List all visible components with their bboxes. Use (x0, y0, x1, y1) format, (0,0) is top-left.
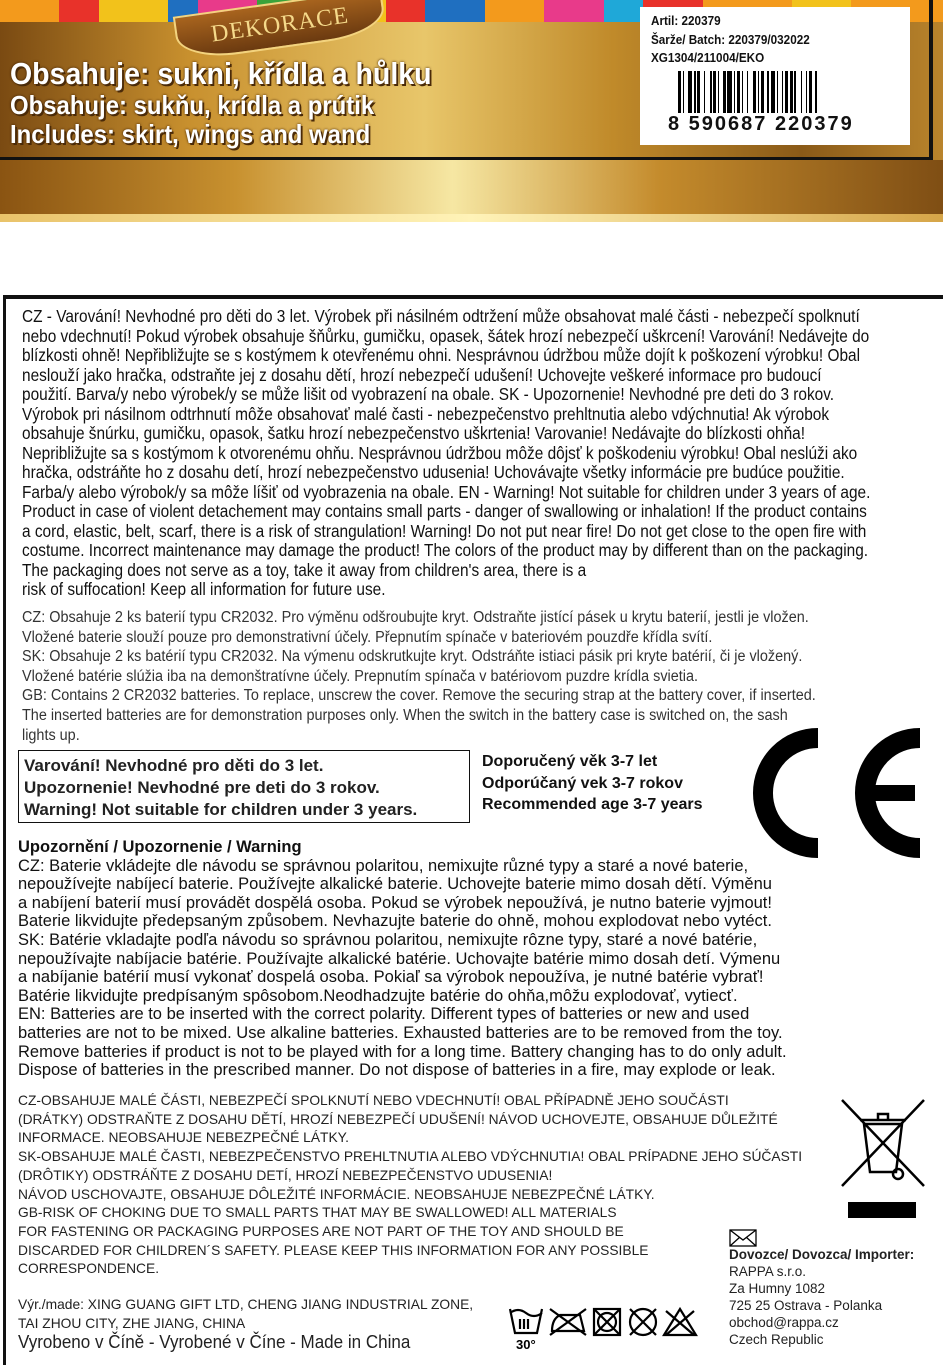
text-line: nepoužívajte nabíjacie batérie. Používajte alkalické batérie. Uchovajte batérie mimo dosah detí. Výmenu (18, 949, 781, 968)
text-line: The inserted batteries are for demonstration purposes only. When the switch in the battery case is switched on, the sash (22, 706, 788, 724)
weee-crossed-bin-icon (838, 1098, 928, 1188)
text-line: CZ: Obsahuje 2 ks baterií typu CR2032. Pro výměnu odšroubujte kryt. Odstraňte jistící pásek u krytu baterií, jestli je vložen. (22, 609, 809, 626)
text-line: a nabíjanie batérií musí vykonať dospelá osoba. Pokiaľ sa výrobok nepoužíva, je nutné batérie vybrať! (18, 968, 764, 987)
text-line: risk of suffocation! Keep all information for future use. (22, 579, 386, 599)
contents-sk: Obsahuje: sukňu, krídla a prútik (10, 90, 375, 120)
header-banner (0, 0, 943, 222)
text-line: CZ-OBSAHUJE MALÉ ČÁSTI, NEBEZPEČÍ SPOLKNUTÍ NEBO VDECHNUTÍ! OBAL PŘÍPADNĚ JEHO SOUČÁSTI (18, 1093, 729, 1108)
text-line: EN: Batteries are to be inserted with the correct polarity. Different types of batteries or new and used (18, 1005, 750, 1024)
contents-cz: Obsahuje: sukni, křídla a hůlku (10, 56, 432, 91)
barcode (678, 71, 818, 119)
manufacturer (18, 1295, 473, 1333)
recommended-age-cz: Doporučený věk 3-7 let (482, 753, 658, 770)
text-line: SK-OBSAHUJE MALÉ ČASTI, NEBEZPEČENSTVO PREHLTNUTIA ALEBO VDÝCHNUTIA! OBAL PRÍPADNE JEHO SÚČASTI (18, 1149, 803, 1165)
weee-bar (848, 1202, 916, 1218)
manufacturer-line: Výr./made: XING GUANG GIFT LTD, CHENG JIANG INDUSTRIAL ZONE, (18, 1297, 474, 1312)
no-ironing-icon (550, 1309, 586, 1335)
wash-30-icon (510, 1309, 542, 1333)
text-line: INFORMACE. NEOBSAHUJE NEBEZPEČNÉ LÁTKY. (18, 1130, 349, 1146)
product-label (640, 7, 910, 145)
product-code: XG1304/211004/EKO (651, 50, 765, 65)
importer-info (729, 1246, 914, 1348)
text-line: Nepribližujte sa s kostýmom k otvorenému ohňu. Nesprávnou údržbou môže dôjsť k poškodeniu výrobku! Obal neslúži ako (22, 442, 858, 463)
text-line: Vložené batérie slúžia iba na demonštratívne účely. Prepnutím spínača v batériovom puzdre krídla svietia. (22, 667, 698, 685)
importer-country: Czech Republic (729, 1332, 824, 1347)
text-line: NÁVOD USCHOVAJTE, OBSAHUJE DÔLEŽITÉ INFORMÁCIE. NEOBSAHUJE NEBEZPEČNÉ LÁTKY. (18, 1186, 655, 1202)
text-line: Product in case of violent detachement may contains small parts - danger of swallowing or inhalation! If the product contains (22, 501, 867, 521)
text-line: CZ: Baterie vkládejte dle návodu se správnou polaritou, nemixujte různé typy a staré a nové baterie, (18, 856, 749, 875)
age-warning-sk: Upozornenie! Nevhodné pre deti do 3 rokov. (24, 778, 380, 797)
text-line: batteries are not to be mixed. Use alkaline batteries. Exhausted batteries are to be removed from the toy. (18, 1023, 783, 1042)
article-number: Artil: 220379 (651, 13, 721, 28)
text-line: FOR FASTENING OR PACKAGING PURPOSES ARE NOT PART OF THE TOY AND SHOULD BE (18, 1223, 624, 1239)
barcode-bar (817, 71, 819, 119)
battery-warning (18, 838, 787, 1080)
text-line: DISCARDED FOR CHILDREN´S SAFETY. PLEASE KEEP THIS INFORMATION FOR ANY POSSIBLE (18, 1242, 649, 1258)
battery-warning-lines (18, 857, 787, 1080)
text-line: a nabíjení baterií musí provádět dospělá osoba. Pokud se výrobek nepoužívá, je nutno baterie vyjmout! (18, 893, 772, 912)
battery-warning-heading: Upozornění / Upozornenie / Warning (18, 838, 302, 856)
batch-number: Šarže/ Batch: 220379/032022 (651, 31, 810, 47)
text-line: Vložené baterie slouží pouze pro demonstrativní účely. Přepnutím spínače v bateriovém pouzdře křídla svítí. (22, 628, 713, 646)
divider (929, 0, 933, 161)
text-line: Batérie likvidujte predpísaným spôsobom.Neodhadzujte batérie do ohňa,môžu explodovať, vytiecť. (18, 986, 738, 1005)
text-line: lights up. (22, 726, 80, 744)
text-line: nepoužívejte nabíjecí baterie. Používejte alkalické baterie. Uchovejte baterie mimo dosah dětí. Výměnu (18, 875, 772, 894)
barcode-number: 8 590687 220379 (668, 113, 854, 135)
recommended-age-sk: Odporúčaný vek 3-7 rokov (482, 774, 683, 792)
text-line: GB: Contains 2 CR2032 batteries. To replace, unscrew the cover. Remove the securing strap at the battery cover, if inserted. (22, 687, 816, 705)
no-bleach-icon (664, 1309, 696, 1335)
text-line: SK: Batérie vkladajte podľa návodu so správnou polaritou, nemixujte rôzne typy, staré a nové batérie, (18, 930, 758, 949)
text-line: nebo vdechnutí! Pokud výrobek obsahuje šňůrku, gumičku, opasek, šátek hrozí nebezpečí uškrcení! Varování! Nedávejte do (22, 325, 870, 346)
wash-temperature: 30° (516, 1337, 536, 1352)
age-warning-cz: Varování! Nevhodné pro děti do 3 let. (24, 756, 324, 775)
care-symbols (506, 1303, 706, 1358)
recommended-age (482, 751, 703, 816)
gold-band (0, 160, 943, 222)
small-parts-warning (18, 1092, 802, 1279)
importer-title: Dovozce/ Dovozca/ Importer: (729, 1247, 915, 1262)
manufacturer-line: TAI ZHOU CITY, ZHE JIANG, CHINA (18, 1316, 246, 1331)
text-line: Farba/y alebo výrobok/y sa môže líšiť od vyobrazenia na obale. EN - Warning! Not suitable for children under 3 years of age. (22, 481, 871, 502)
text-line: Výrobok pri násilnom odtrhnutí môže obsahovať malé časti - nebezpečenstvo prehltnutia alebo vdýchnutia! Ak výrobok (22, 403, 830, 424)
contents-en: Includes: skirt, wings and wand (10, 119, 371, 149)
text-line: obsahuje šnúrku, gumičku, opasok, šatku hrozí nebezpečenstvo uškrtenia! Varovanie! Nedávajte do blízkosti ohňa! (22, 423, 806, 443)
text-line: Dispose of batteries in the prescribed manner. Do not dispose of batteries in a fire, may explode or leak. (18, 1061, 776, 1080)
text-line: použití. Barva/y nebo výrobek/y se může lišit od vyobrazení na obale. SK - Upozornenie! Nevhodné pre deti do 3 rokov. (22, 384, 835, 404)
text-line: Remove batteries if product is not to be played with for a long time. Battery changing has to do only adult. (18, 1042, 787, 1061)
text-line: (DRÔTIKY) ODSTRÁŇTE Z DOSAHU DETÍ, HROZÍ NEBEZPEČENSTVO UDUSENIA! (18, 1167, 553, 1183)
text-line: (DRÁTKY) ODSTRAŇTE Z DOSAHU DĚTÍ, HROZÍ NEBEZPEČÍ UDUŠENÍ! NÁVOD UCHOVEJTE, OBSAHUJE DŮLEŽITÉ (18, 1111, 778, 1127)
importer-name: RAPPA s.r.o. (729, 1264, 807, 1279)
text-line: The packaging does not serve as a toy, take it away from children's area, there is a (22, 559, 587, 580)
text-line: costume. Incorrect maintenance may damage the product! The colors of the product may by different than on the packaging. (22, 540, 869, 560)
brand-ribbon-text: DEKORACE (209, 1, 351, 48)
text-line: hračka, odstráňte ho z dosahu detí, hrozí nebezpečenstvo udusenia! Uchovávajte všetky informácie pre budúce použitie. (22, 462, 845, 482)
no-dry-clean-icon (630, 1309, 656, 1335)
importer-city: 725 25 Ostrava - Polanka (729, 1298, 883, 1313)
safety-warning-text (22, 307, 943, 600)
text-line: blízkosti ohně! Nepřibližujte se s kostýmem k otevřenému ohni. Nesprávnou údržbou může dojít k poškození výrobku! Obal (22, 345, 861, 365)
text-line: Baterie likvidujte předepsaným způsobem. Nevhazujte baterie do ohně, mohou explodovat nebo vytéct. (18, 912, 772, 931)
text-line: a cord, elastic, belt, scarf, there is a risk of strangulation! Warning! Do not put near fire! Do not get close to the open fire with (22, 520, 867, 541)
made-in: Vyrobeno v Číně - Vyrobené v Číne - Made in China (18, 1331, 411, 1352)
no-tumble-dry-icon (594, 1309, 620, 1335)
text-line: CORRESPONDENCE. (18, 1261, 160, 1277)
text-line: GB-RISK OF CHOKING DUE TO SMALL PARTS THAT MAY BE SWALLOWED! ALL MATERIALS (18, 1205, 617, 1221)
text-line: SK: Obsahuje 2 ks batérií typu CR2032. Na výmenu odskrutkujte kryt. Odstráňte istiaci pásik pri kryte batérií, či je vložený. (22, 648, 803, 666)
importer-email[interactable]: obchod@rappa.cz (729, 1315, 839, 1330)
contents-heading (10, 58, 468, 147)
recommended-age-en: Recommended age 3-7 years (482, 796, 703, 813)
envelope-icon (729, 1229, 757, 1247)
battery-info-text (22, 608, 876, 745)
text-line: neslouží jako hračka, odstraňte jej z dosahu dětí, hrozí nebezpečí udušení! Uchovejte veškeré informace pro budoucí (22, 364, 822, 385)
age-warning-box (18, 750, 470, 823)
age-warning-en: Warning! Not suitable for children under 3 years. (24, 800, 418, 819)
text-line: CZ - Varování! Nevhodné pro děti do 3 let. Výrobek při násilném odtržení může obsahovat malé části - nebezpečí spolknutí (22, 306, 860, 326)
importer-street: Za Humny 1082 (729, 1281, 826, 1296)
